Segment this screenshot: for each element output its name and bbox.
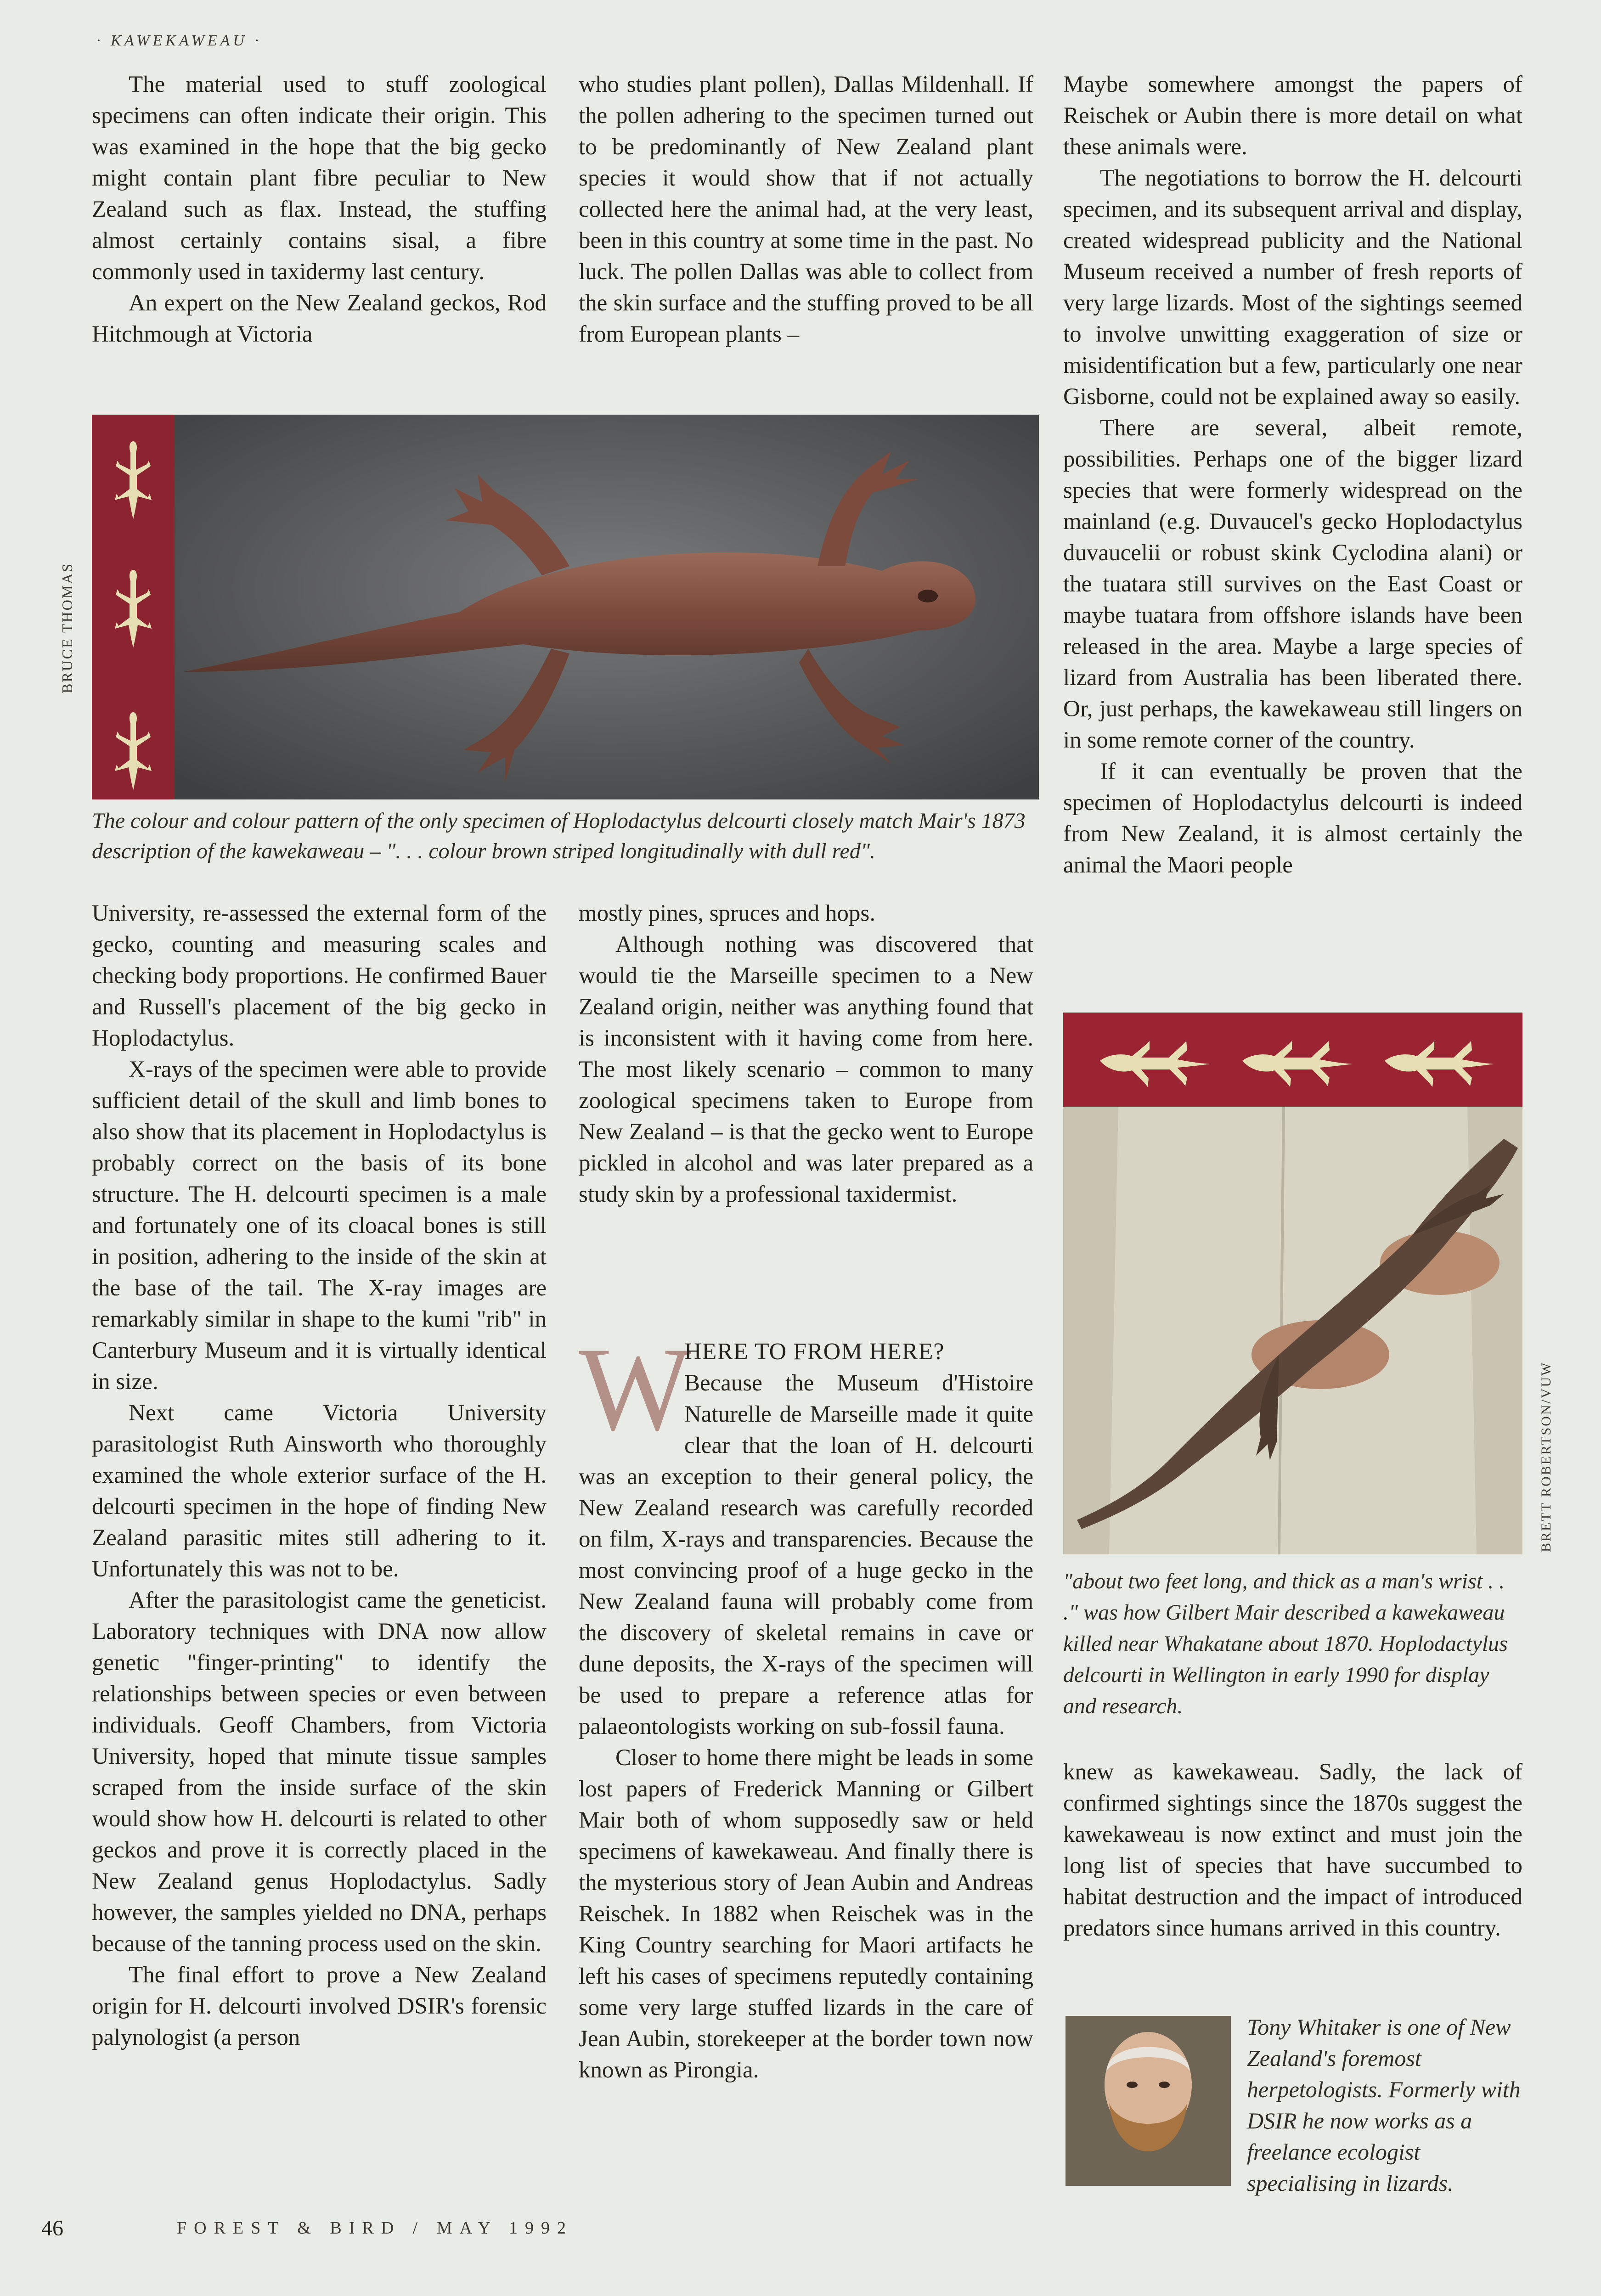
lizard-banner [1063,1013,1522,1107]
page-number: 46 [41,2216,63,2240]
lizard-motif-icon [110,709,156,791]
column-2-top [579,69,1033,350]
paragraph: Next came Victoria University parasitologist Ruth Ainsworth who thoroughly examined the whole exterior surface of the H. delcourti specimen in the hope of finding New Zealand parasitic mites still adhering to it. Unfortunately this was not to be. [92,1400,547,1582]
column-1-bottom [92,898,547,2053]
photo-credit: BRUCE THOMAS [59,562,75,693]
paragraph: There are several, albeit remote, possibilities. Perhaps one of the bigger lizard species that were formerly widespread on the mainland (e.g. Duvaucel's gecko Hoplodactylus duvaucelii or robust skink Cyclodina alani) or the tuatara still survives on the East Coast or maybe tuatara from offshore islands have been released in the area. Maybe a large species of lizard from Australia has been liberated there. Or, just perhaps, the kawekaweau still lingers on in some remote corner of the country. [1063,415,1522,753]
paragraph: Maybe somewhere amongst the papers of Reischek or Aubin there is more detail on what these animals were. [1063,72,1522,160]
paragraph: X-rays of the specimen were able to provide sufficient detail of the skull and limb bones to also show that its placement in Hoplodactylus is probably correct on the basis of its bone structure. The H. delcourti specimen is a male and fortunately one of its cloacal bones is still in position, adhering to the inside of the skin at the base of the tail. The X-ray images are remarkably similar in shape to the kumi "rib" in Canterbury Museum and it is virtually identical in size. [92,1057,547,1395]
photo-credit: BRETT ROBERTSON/VUW [1539,1361,1554,1552]
paragraph: The material used to stuff zoological specimens can often indicate their origin. This was examined in the hope that the big gecko might contain plant fibre peculiar to New Zealand such as flax. Instead, the stuffing almost certainly contains sisal, a fibre commonly used in taxidermy last century. [92,72,547,285]
author-bio: Tony Whitaker is one of New Zealand's foremost herpetologists. Formerly with DSIR he now works as a freelance ecologist specialising in lizards. [1247,2014,1521,2196]
gecko-specimen-photo [92,415,1039,799]
paragraph: Closer to home there might be leads in some lost papers of Frederick Manning or Gilbert Mair both of whom supposedly saw or held specimens of kawekaweau. And finally there is the mysterious story of Jean Aubin and Andreas Reischek. In 1882 when Reischek was in the King Country searching for Maori artifacts he left his cases of specimens reputedly containing some very large stuffed lizards in the care of Jean Aubin, storekeeper at the border town now known as Pirongia. [579,1745,1033,2083]
author-portrait-icon [1065,2016,1231,2186]
dropcap-spacer [579,1336,684,1460]
section-heading: HERE TO FROM HERE? [684,1339,945,1365]
magazine-footer: FOREST & BIRD / MAY 1992 [177,2218,573,2238]
paragraph: Because the Museum d'Histoire Naturelle de Marseille made it quite clear that the loan of H. delcourti was an exception to their general policy, the New Zealand research was carefully recorded on film, X-rays and transparencies. Because the most convincing proof of a huge gecko in the New Zealand fauna will probably come from the discovery of skeletal remains in cave or dune deposits, the X-rays of the specimen will be used to prepare a reference atlas for palaeontologists working on sub-fossil fauna. [579,1370,1033,1739]
paragraph: An expert on the New Zealand geckos, Rod Hitchmough at Victoria [92,290,547,347]
running-head: · KAWEKAWEAU · [96,32,262,49]
photo-caption: The colour and colour pattern of the only specimen of Hoplodactylus delcourti closely match Mair's 1873 description of the kawekaweau – ". . . colour brown striped longitudinally with dull red". [92,809,1026,863]
lizard-motif-icon [110,566,156,649]
section-where-to-from-here [579,1323,1033,2086]
lizard-banner [92,415,175,799]
lizard-motif-icon [1091,1031,1495,1091]
paragraph: If it can eventually be proven that the specimen of Hoplodactylus delcourti is indeed from New Zealand, it is almost certainly the animal the Maori people [1063,759,1522,878]
gecko-specimen-icon [175,415,1039,799]
gecko-held-photo [1063,1013,1522,1554]
paragraph: The negotiations to borrow the H. delcourti specimen, and its subsequent arrival and display, created widespread publicity and the National Museum received a number of fresh reports of very large lizards. Most of the sightings seemed to involve unwitting exaggeration of size or misidentification but a few, particularly one near Gisborne, could not be explained away so easily. [1063,165,1522,410]
paragraph: knew as kawekaweau. Sadly, the lack of confirmed sightings since the 1870s suggest the kawekaweau is now extinct and must join the long list of species that have succumbed to habitat destruction and the impact of introduced predators since humans arrived in this country. [1063,1759,1522,1941]
paragraph: After the parasitologist came the geneticist. Laboratory techniques with DNA now allow genetic "finger-printing" to identify the relationships between species or even between individuals. Geoff Chambers, from Victoria University, hoped that minute tissue samples scraped from the inside surface of the skin would show how H. delcourti is related to other geckos and prove it is correctly placed in the New Zealand genus Hoplodactylus. Sadly however, the samples yielded no DNA, perhaps because of the tanning process used on the skin. [92,1587,547,1957]
paragraph: Although nothing was discovered that would tie the Marseille specimen to a New Zealand origin, neither was anything found that is inconsistent with it having come from here. The most likely scenario – common to many zoological specimens taken to Europe from New Zealand – is that the gecko went to Europe pickled in alcohol and was later prepared as a study skin by a professional taxidermist. [579,932,1033,1207]
drop-cap: W [579,1323,692,1455]
paragraph: mostly pines, spruces and hops. [579,900,875,926]
paragraph: who studies plant pollen), Dallas Mildenhall. If the pollen adhering to the specimen turned out to be predominantly of New Zealand plant species it would show that if not actually collected here the animal had, at the very least, been in this country at some time in the past. No luck. The pollen Dallas was able to collect from the skin surface and the stuffing proved to be all from European plants – [579,72,1033,347]
column-3-bottom [1063,1756,1522,1944]
column-1-top [92,69,547,350]
column-2-bottom [579,898,1033,1210]
author-photo [1065,2016,1231,2186]
column-3-top [1063,69,1522,881]
photo-caption: "about two feet long, and thick as a man's wrist . . ." was how Gilbert Mair described a kawekaweau killed near Whakatane about 1870. Hoplodactylus delcourti in Wellington in early 1990 for display and research. [1063,1569,1508,1718]
paragraph: The final effort to prove a New Zealand origin for H. delcourti involved DSIR's forensic palynologist (a person [92,1962,547,2050]
lizard-motif-icon [110,438,156,520]
paragraph: University, re-assessed the external form of the gecko, counting and measuring scales and checking body proportions. He confirmed Bauer and Russell's placement of the big gecko in Hoplodactylus. [92,900,547,1051]
hands-holding-gecko-icon [1063,1107,1522,1554]
